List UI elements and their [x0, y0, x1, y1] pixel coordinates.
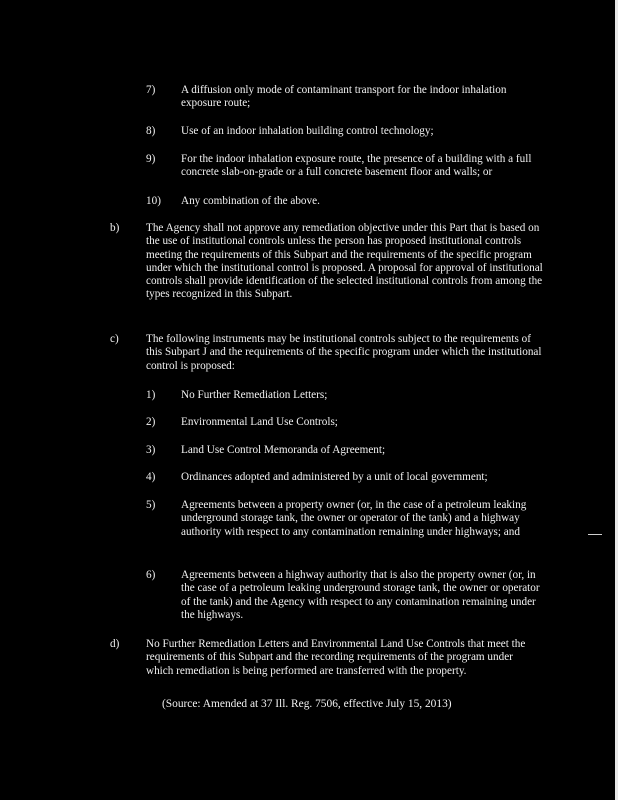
item-c5-text: Agreements between a property owner (or, in the case of a petroleum leaking underground storage tank, the owner or operator of the tank) and a highway authority with respect to any contamination remaining under highways; and	[181, 499, 527, 538]
item-10-text: Any combination of the above.	[181, 195, 320, 207]
item-c2-text: Environmental Land Use Controls;	[181, 416, 338, 428]
item-8-text: Use of an indoor inhalation building control technology;	[181, 125, 434, 137]
item-c6-text: Agreements between a highway authority that is also the property owner (or, in the case of a petroleum leaking underground storage tank, the owner or operator of the tank) and the Agency with respect to any contamination remaining under the highways.	[181, 569, 540, 621]
source-note: (Source: Amended at 37 Ill. Reg. 7506, effective July 15, 2013)	[162, 698, 452, 710]
section-c-text: The following instruments may be institutional controls subject to the requirements of this Subpart J and the requirements of the specific program under which the institutional control is proposed:	[146, 333, 542, 372]
section-b-label: b)	[110, 222, 120, 234]
item-7-text: A diffusion only mode of contaminant transport for the indoor inhalation exposure route;	[181, 84, 507, 110]
item-9-text: For the indoor inhalation exposure route, the presence of a building with a full concrete slab-on-grade or a full concrete basement floor and walls; or	[181, 153, 532, 179]
section-d-label: d)	[110, 638, 120, 650]
item-c1-text: No Further Remediation Letters;	[181, 389, 328, 401]
item-c2-number: 2)	[146, 416, 156, 428]
item-8-number: 8)	[146, 125, 156, 137]
item-9-number: 9)	[146, 153, 156, 165]
item-c3-number: 3)	[146, 444, 156, 456]
item-c6-number: 6)	[146, 569, 156, 581]
section-d-text: No Further Remediation Letters and Environmental Land Use Controls that meet the requirements of this Subpart and the recording requirements of the program under which remediation is being performed are transferred with the property.	[146, 638, 526, 677]
item-c1-number: 1)	[146, 389, 156, 401]
section-b-text: The Agency shall not approve any remediation objective under this Part that is based on the use of institutional controls unless the person has proposed institutional controls meeting the requirements of this Subpart and the requirements of the specific program under which the institutional control is proposed. A proposal for approval of institutional controls shall provide identification of the selected institutional controls from among the types recognized in this Subpart.	[146, 222, 543, 301]
item-7-number: 7)	[146, 84, 156, 96]
margin-mark	[588, 534, 602, 535]
section-c-label: c)	[110, 333, 119, 345]
item-c5-number: 5)	[146, 499, 156, 511]
item-c4-number: 4)	[146, 471, 156, 483]
item-c4-text: Ordinances adopted and administered by a unit of local government;	[181, 471, 488, 483]
item-c3-text: Land Use Control Memoranda of Agreement;	[181, 444, 386, 456]
item-10-number: 10)	[146, 195, 161, 207]
